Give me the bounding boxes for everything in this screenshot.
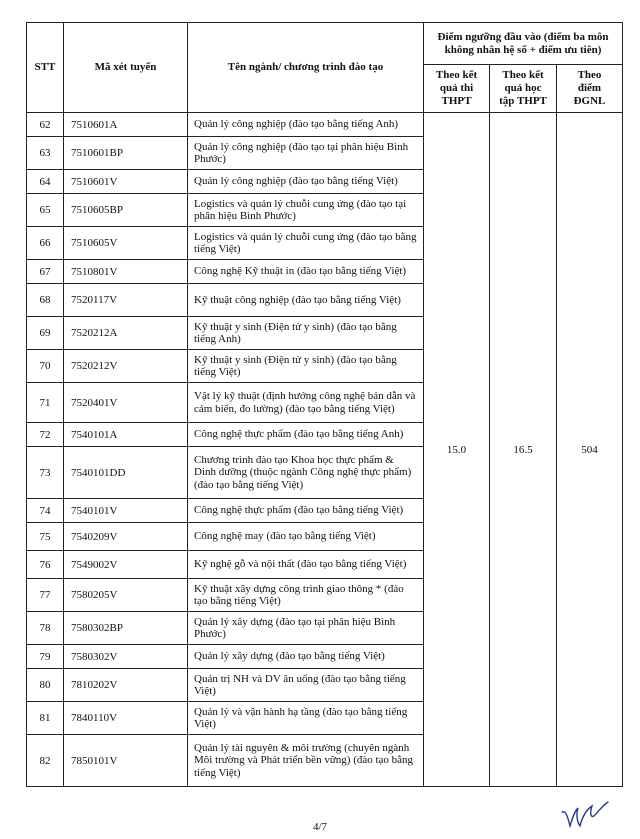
row-code: 7520401V bbox=[64, 383, 188, 423]
row-stt: 75 bbox=[27, 523, 64, 551]
row-code: 7850101V bbox=[64, 735, 188, 787]
header-stt: STT bbox=[27, 23, 64, 113]
row-program-name: Quản lý xây dựng (đào tạo bằng tiếng Việt) bbox=[188, 645, 424, 669]
row-stt: 76 bbox=[27, 551, 64, 579]
row-stt: 79 bbox=[27, 645, 64, 669]
row-code: 7810202V bbox=[64, 669, 188, 702]
row-program-name: Công nghệ thực phẩm (đào tạo bằng tiếng Anh) bbox=[188, 423, 424, 447]
score-hoctap: 16.5 bbox=[490, 113, 557, 787]
row-stt: 66 bbox=[27, 227, 64, 260]
signature-mark bbox=[560, 800, 610, 832]
row-stt: 69 bbox=[27, 317, 64, 350]
row-code: 7520212A bbox=[64, 317, 188, 350]
table-row bbox=[27, 113, 623, 137]
row-program-name: Kỹ nghệ gỗ và nội thất (đào tạo bằng tiếng Việt) bbox=[188, 551, 424, 579]
row-stt: 70 bbox=[27, 350, 64, 383]
score-dgnl: 504 bbox=[557, 113, 623, 787]
row-program-name: Quản lý công nghiệp (đào tạo tại phân hiệu Bình Phước) bbox=[188, 137, 424, 170]
row-code: 7520212V bbox=[64, 350, 188, 383]
row-program-name: Công nghệ Kỹ thuật in (đào tạo bằng tiếng Việt) bbox=[188, 260, 424, 284]
row-stt: 77 bbox=[27, 579, 64, 612]
row-stt: 81 bbox=[27, 702, 64, 735]
row-code: 7540101DD bbox=[64, 447, 188, 499]
row-code: 7580302BP bbox=[64, 612, 188, 645]
row-stt: 82 bbox=[27, 735, 64, 787]
page-number: 4/7 bbox=[312, 821, 328, 833]
row-stt: 74 bbox=[27, 499, 64, 523]
row-code: 7840110V bbox=[64, 702, 188, 735]
row-code: 7580302V bbox=[64, 645, 188, 669]
row-stt: 72 bbox=[27, 423, 64, 447]
row-program-name: Vật lý kỹ thuật (định hướng công nghệ bán dẫn và cảm biến, đo lường) (đào tạo bằng tiếng Việt) bbox=[188, 383, 424, 423]
row-stt: 65 bbox=[27, 194, 64, 227]
row-stt: 62 bbox=[27, 113, 64, 137]
header-thpt: Theo kết quả thi THPT bbox=[424, 65, 490, 113]
admission-table bbox=[26, 22, 623, 787]
row-program-name: Kỹ thuật y sinh (Điện tử y sinh) (đào tạo bằng tiếng Việt) bbox=[188, 350, 424, 383]
row-code: 7549002V bbox=[64, 551, 188, 579]
row-code: 7510601A bbox=[64, 113, 188, 137]
row-stt: 73 bbox=[27, 447, 64, 499]
row-program-name: Logistics và quản lý chuỗi cung ứng (đào tạo bằng tiếng Việt) bbox=[188, 227, 424, 260]
row-program-name: Kỹ thuật y sinh (Điện tử y sinh) (đào tạo bằng tiếng Anh) bbox=[188, 317, 424, 350]
header-code: Mã xét tuyển bbox=[64, 23, 188, 113]
row-program-name: Quản lý tài nguyên & môi trường (chuyên ngành Môi trường và Phát triển bền vững) (đào tạo bằng tiếng Việt) bbox=[188, 735, 424, 787]
row-code: 7510605V bbox=[64, 227, 188, 260]
header-name: Tên ngành/ chương trình đào tạo bbox=[188, 23, 424, 113]
row-code: 7510601V bbox=[64, 170, 188, 194]
row-stt: 64 bbox=[27, 170, 64, 194]
row-stt: 68 bbox=[27, 284, 64, 317]
row-program-name: Quản trị NH và DV ăn uống (đào tạo bằng tiếng Việt) bbox=[188, 669, 424, 702]
row-code: 7510601BP bbox=[64, 137, 188, 170]
header-hoctap: Theo kết quả học tập THPT bbox=[490, 65, 557, 113]
row-stt: 67 bbox=[27, 260, 64, 284]
row-stt: 80 bbox=[27, 669, 64, 702]
row-program-name: Quản lý và vận hành hạ tầng (đào tạo bằng tiếng Việt) bbox=[188, 702, 424, 735]
row-program-name: Công nghệ may (đào tạo bằng tiếng Việt) bbox=[188, 523, 424, 551]
row-program-name: Quản lý công nghiệp (đào tạo bằng tiếng Anh) bbox=[188, 113, 424, 137]
row-stt: 71 bbox=[27, 383, 64, 423]
row-program-name: Kỹ thuật xây dựng công trình giao thông * (đào tạo bằng tiếng Việt) bbox=[188, 579, 424, 612]
row-code: 7540101A bbox=[64, 423, 188, 447]
row-program-name: Chương trình đào tạo Khoa học thực phẩm & Dinh dưỡng (thuộc ngành Công nghệ thực phẩm) (đào tạo bằng tiếng Việt) bbox=[188, 447, 424, 499]
row-code: 7520117V bbox=[64, 284, 188, 317]
row-stt: 63 bbox=[27, 137, 64, 170]
row-code: 7540209V bbox=[64, 523, 188, 551]
row-code: 7580205V bbox=[64, 579, 188, 612]
header-dgnl: Theo điểm ĐGNL bbox=[557, 65, 623, 113]
row-code: 7510605BP bbox=[64, 194, 188, 227]
row-program-name: Kỹ thuật công nghiệp (đào tạo bằng tiếng Việt) bbox=[188, 284, 424, 317]
row-program-name: Quản lý công nghiệp (đào tạo bằng tiếng Việt) bbox=[188, 170, 424, 194]
row-code: 7540101V bbox=[64, 499, 188, 523]
row-program-name: Logistics và quản lý chuỗi cung ứng (đào tạo tại phân hiệu Bình Phước) bbox=[188, 194, 424, 227]
row-program-name: Quản lý xây dựng (đào tạo tại phân hiệu Bình Phước) bbox=[188, 612, 424, 645]
row-code: 7510801V bbox=[64, 260, 188, 284]
score-thpt: 15.0 bbox=[424, 113, 490, 787]
header-threshold-group: Điểm ngưỡng đầu vào (điểm ba môn không nhân hệ số + điểm ưu tiên) bbox=[424, 23, 623, 65]
row-program-name: Công nghệ thực phẩm (đào tạo bằng tiếng Việt) bbox=[188, 499, 424, 523]
row-stt: 78 bbox=[27, 612, 64, 645]
